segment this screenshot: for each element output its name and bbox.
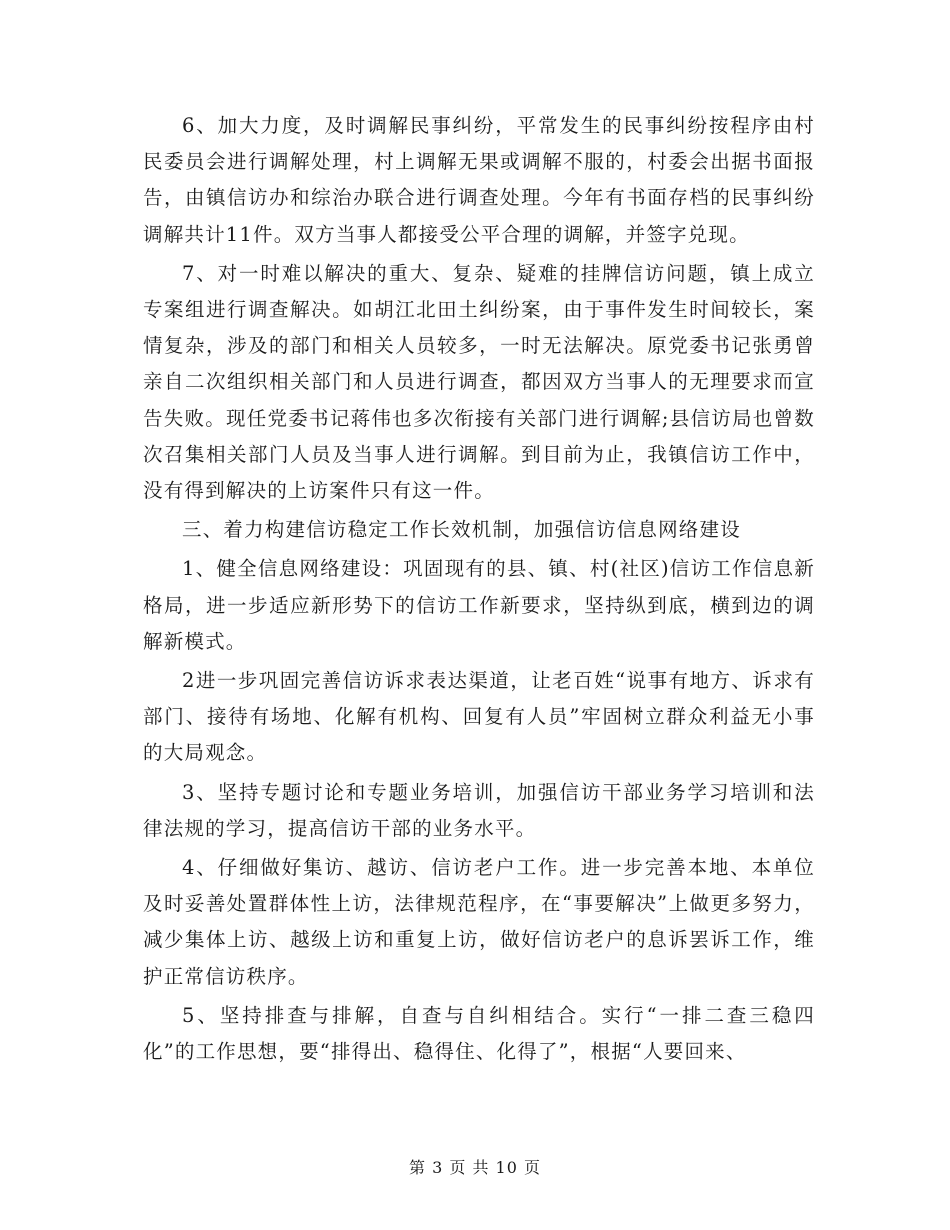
paragraph-6: 6、加大力度，及时调解民事纠纷，平常发生的民事纠纷按程序由村民委员会进行调解处理，村上调解无果或调解不服的，村委会出据书面报告，由镇信访办和综治办联合进行调查处理。今年有书面存档的民事纠纷调解共计11件。双方当事人都接受公平合理的调解，并签字兑现。 <box>143 114 815 246</box>
paragraph-3-4: 4、仔细做好集访、越访、信访老户工作。进一步完善本地、本单位及时妥善处置群体性上访，法律规范程序，在“事要解决”上做更多努力，减少集体上访、越级上访和重复上访，做好信访老户的息诉罢诉工作，维护正常信访秩序。 <box>143 856 815 988</box>
page-number-label: 第 3 页 共 10 页 <box>409 1158 541 1177</box>
paragraph-3-2: 2进一步巩固完善信访诉求表达渠道，让老百姓“说事有地方、诉求有部门、接待有场地、化解有机构、回复有人员”牢固树立群众利益无小事的大局观念。 <box>143 669 815 765</box>
paragraph-3-1: 1、健全信息网络建设：巩固现有的县、镇、村(社区)信访工作信息新格局，进一步适应新形势下的信访工作新要求，坚持纵到底，横到边的调解新模式。 <box>143 557 815 653</box>
paragraph-3-3: 3、坚持专题讨论和专题业务培训，加强信访干部业务学习培训和法律法规的学习，提高信访干部的业务水平。 <box>143 780 815 840</box>
paragraph-3-5: 5、坚持排查与排解，自查与自纠相结合。实行“一排二查三稳四化”的工作思想，要“排得出、稳得住、化得了”，根据“人要回来、 <box>143 1003 815 1064</box>
section-heading-3: 三、着力构建信访稳定工作长效机制，加强信访信息网络建设 <box>182 518 741 542</box>
paragraph-7: 7、对一时难以解决的重大、复杂、疑难的挂牌信访问题，镇上成立专案组进行调查解决。如胡江北田土纠纷案，由于事件发生时间较长，案情复杂，涉及的部门和相关人员较多，一时无法解决。原党委书记张勇曾亲自二次组织相关部门和人员进行调查，都因双方当事人的无理要求而宣告失败。现任党委书记蒋伟也多次衔接有关部门进行调解;县信访局也曾数次召集相关部门人员及当事人进行调解。到目前为止，我镇信访工作中，没有得到解决的上访案件只有这一件。 <box>143 261 815 503</box>
page-footer <box>0 1155 950 1178</box>
document-body <box>143 108 815 1070</box>
